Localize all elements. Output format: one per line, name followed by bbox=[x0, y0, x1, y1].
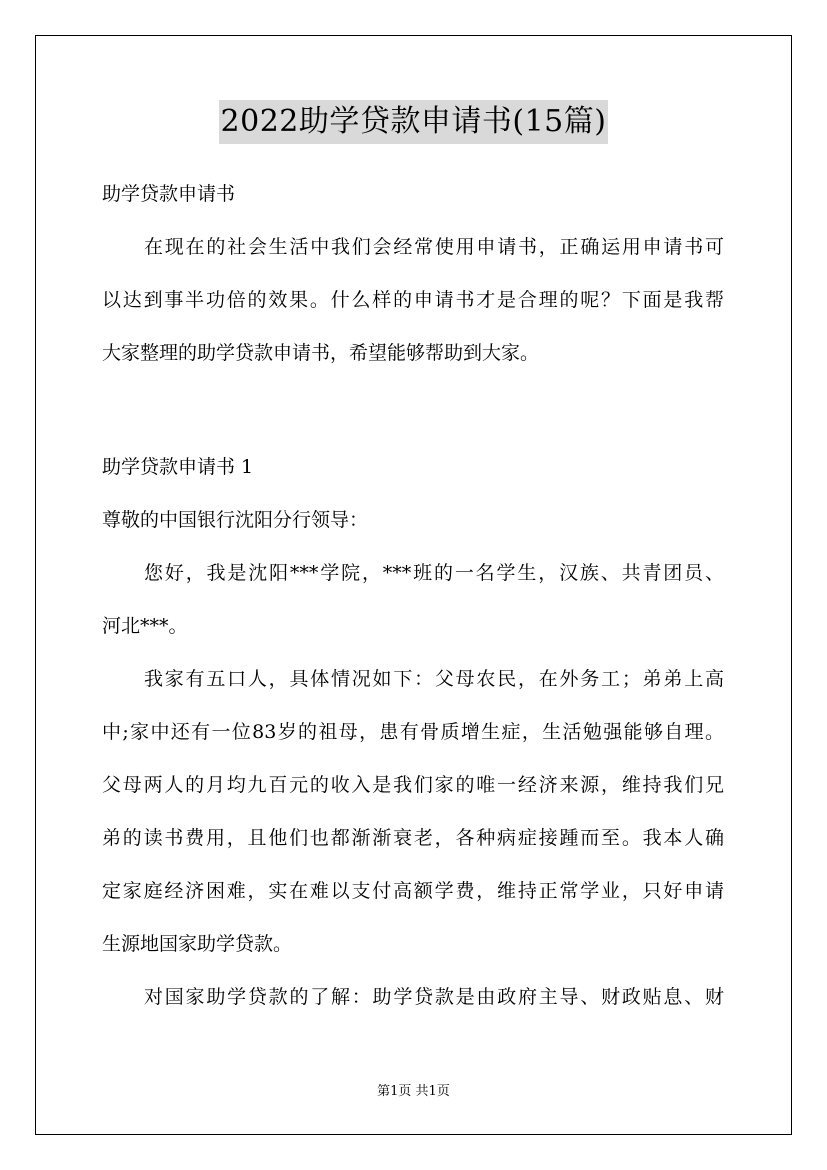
document-title: 2022助学贷款申请书(15篇) bbox=[219, 100, 609, 144]
intro-paragraph-line: 以达到事半功倍的效果。什么样的申请书才是合理的呢？下面是我帮 bbox=[102, 289, 724, 311]
section-heading: 助学贷款申请书 1 bbox=[102, 456, 254, 478]
salutation: 尊敬的中国银行沈阳分行领导： bbox=[102, 509, 369, 531]
intro-heading: 助学贷款申请书 bbox=[102, 183, 236, 205]
intro-paragraph-line: 在现在的社会生活中我们会经常使用申请书，正确运用申请书可 bbox=[144, 236, 724, 258]
intro-paragraph-line: 大家整理的助学贷款申请书，希望能够帮助到大家。 bbox=[102, 342, 540, 364]
paragraph-line: 中;家中还有一位83岁的祖母，患有骨质增生症，生活勉强能够自理。 bbox=[102, 721, 724, 743]
paragraph-line: 河北***。 bbox=[102, 615, 188, 637]
title-container bbox=[0, 100, 827, 144]
paragraph-line: 生源地国家助学贷款。 bbox=[102, 933, 293, 955]
paragraph-line: 父母两人的月均九百元的收入是我们家的唯一经济来源，维持我们兄 bbox=[102, 774, 724, 796]
paragraph-line: 您好，我是沈阳***学院，***班的一名学生，汉族、共青团员、 bbox=[144, 562, 724, 584]
paragraph-line: 我家有五口人，具体情况如下：父母农民，在外务工；弟弟上高 bbox=[144, 668, 724, 690]
paragraph-line: 弟的读书费用，且他们也都渐渐衰老，各种病症接踵而至。我本人确 bbox=[102, 827, 724, 849]
paragraph-line: 对国家助学贷款的了解：助学贷款是由政府主导、财政贴息、财 bbox=[144, 986, 724, 1008]
paragraph-line: 定家庭经济困难，实在难以支付高额学费，维持正常学业，只好申请 bbox=[102, 880, 724, 902]
page-footer: 第1页 共1页 bbox=[377, 1084, 450, 1099]
